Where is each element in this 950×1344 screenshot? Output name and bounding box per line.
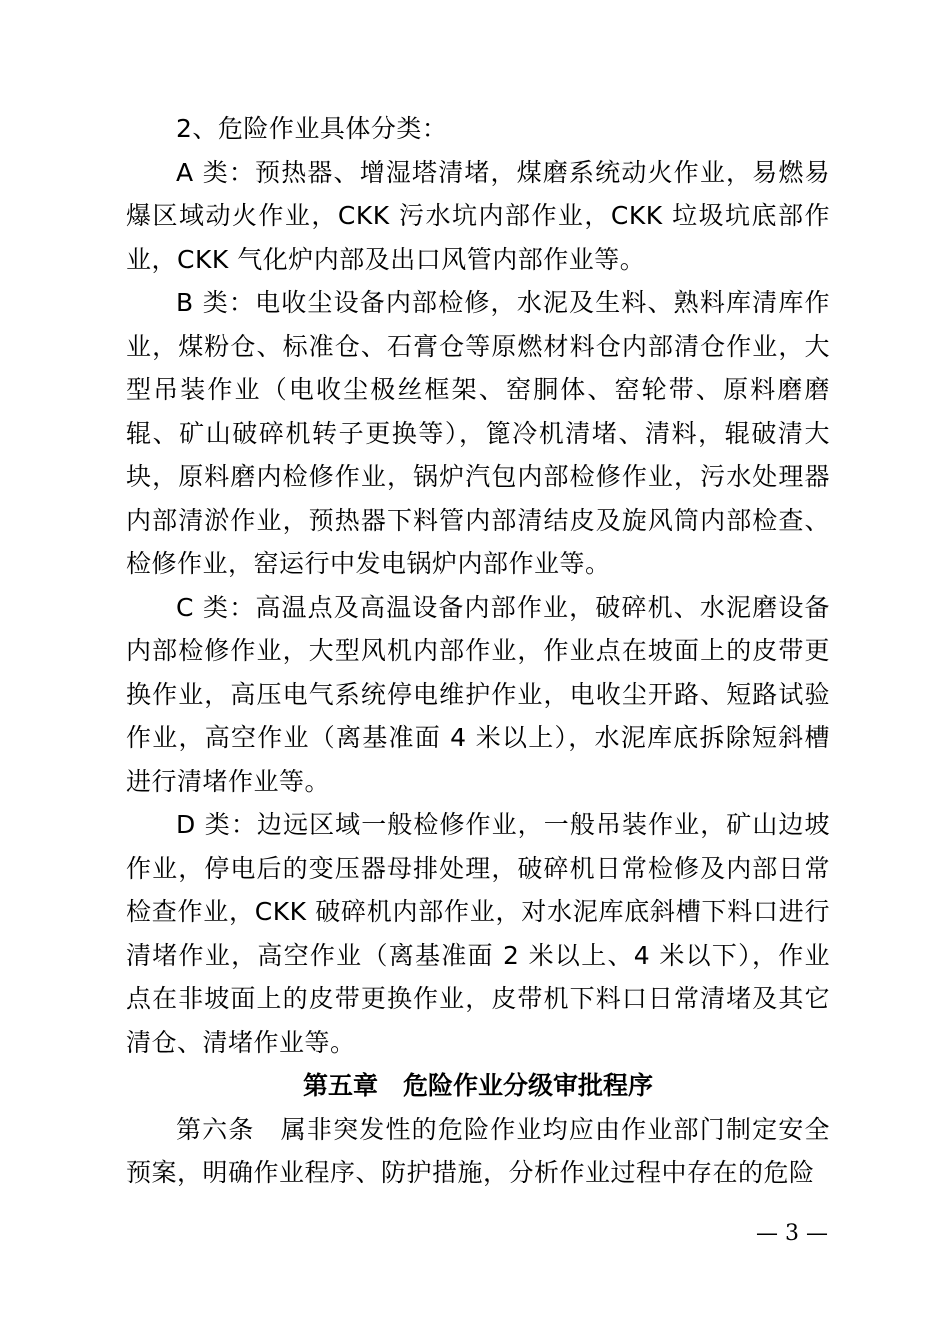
- paragraph-class-d: D 类：边远区域一般检修作业，一般吊装作业，矿山边坡作业，停电后的变压器母排处理，破碎机日常检修及内部日常检查作业，CKK 破碎机内部作业，对水泥库底斜槽下料口进行清堵作业，高空作业（离基准面 2 米以上、4 米以下），作业点在非坡面上的皮带更换作业，皮带机下料口日常清堵及其它清仓、清堵作业等。: [126, 810, 830, 1057]
- paragraph-article-six: 第六条 属非突发性的危险作业均应由作业部门制定安全预案，明确作业程序、防护措施，分析作业过程中存在的危险: [126, 1114, 830, 1187]
- page-number: — 3 —: [756, 1221, 828, 1246]
- paragraph-class-a: A 类：预热器、增湿塔清堵，煤磨系统动火作业，易燃易爆区域动火作业，CKK 污水坑内部作业，CKK 垃圾坑底部作业，CKK 气化炉内部及出口风管内部作业等。: [126, 157, 830, 274]
- paragraph-classification-heading: 2、危险作业具体分类：: [176, 114, 448, 143]
- paragraph-class-b: B 类：电收尘设备内部检修，水泥及生料、熟料库清库作业，煤粉仓、标准仓、石膏仓等原燃材料仓内部清仓作业，大型吊装作业（电收尘极丝框架、窑胴体、窑轮带、原料磨磨辊、矿山破碎机转子更换等），篦冷机清堵、清料，辊破清大块，原料磨内检修作业，锅炉汽包内部检修作业，污水处理器内部清淤作业，预热器下料管内部清结皮及旋风筒内部检查、检修作业，窑运行中发电锅炉内部作业等。: [126, 288, 830, 578]
- paragraph-class-c: C 类：高温点及高温设备内部作业，破碎机、水泥磨设备内部检修作业，大型风机内部作业，作业点在坡面上的皮带更换作业，高压电气系统停电维护作业，电收尘开路、短路试验作业，高空作业（离基准面 4 米以上），水泥库底拆除短斜槽进行清堵作业等。: [126, 592, 830, 796]
- document-body: [126, 107, 830, 1195]
- chapter-heading: 第五章 危险作业分级审批程序: [302, 1071, 653, 1100]
